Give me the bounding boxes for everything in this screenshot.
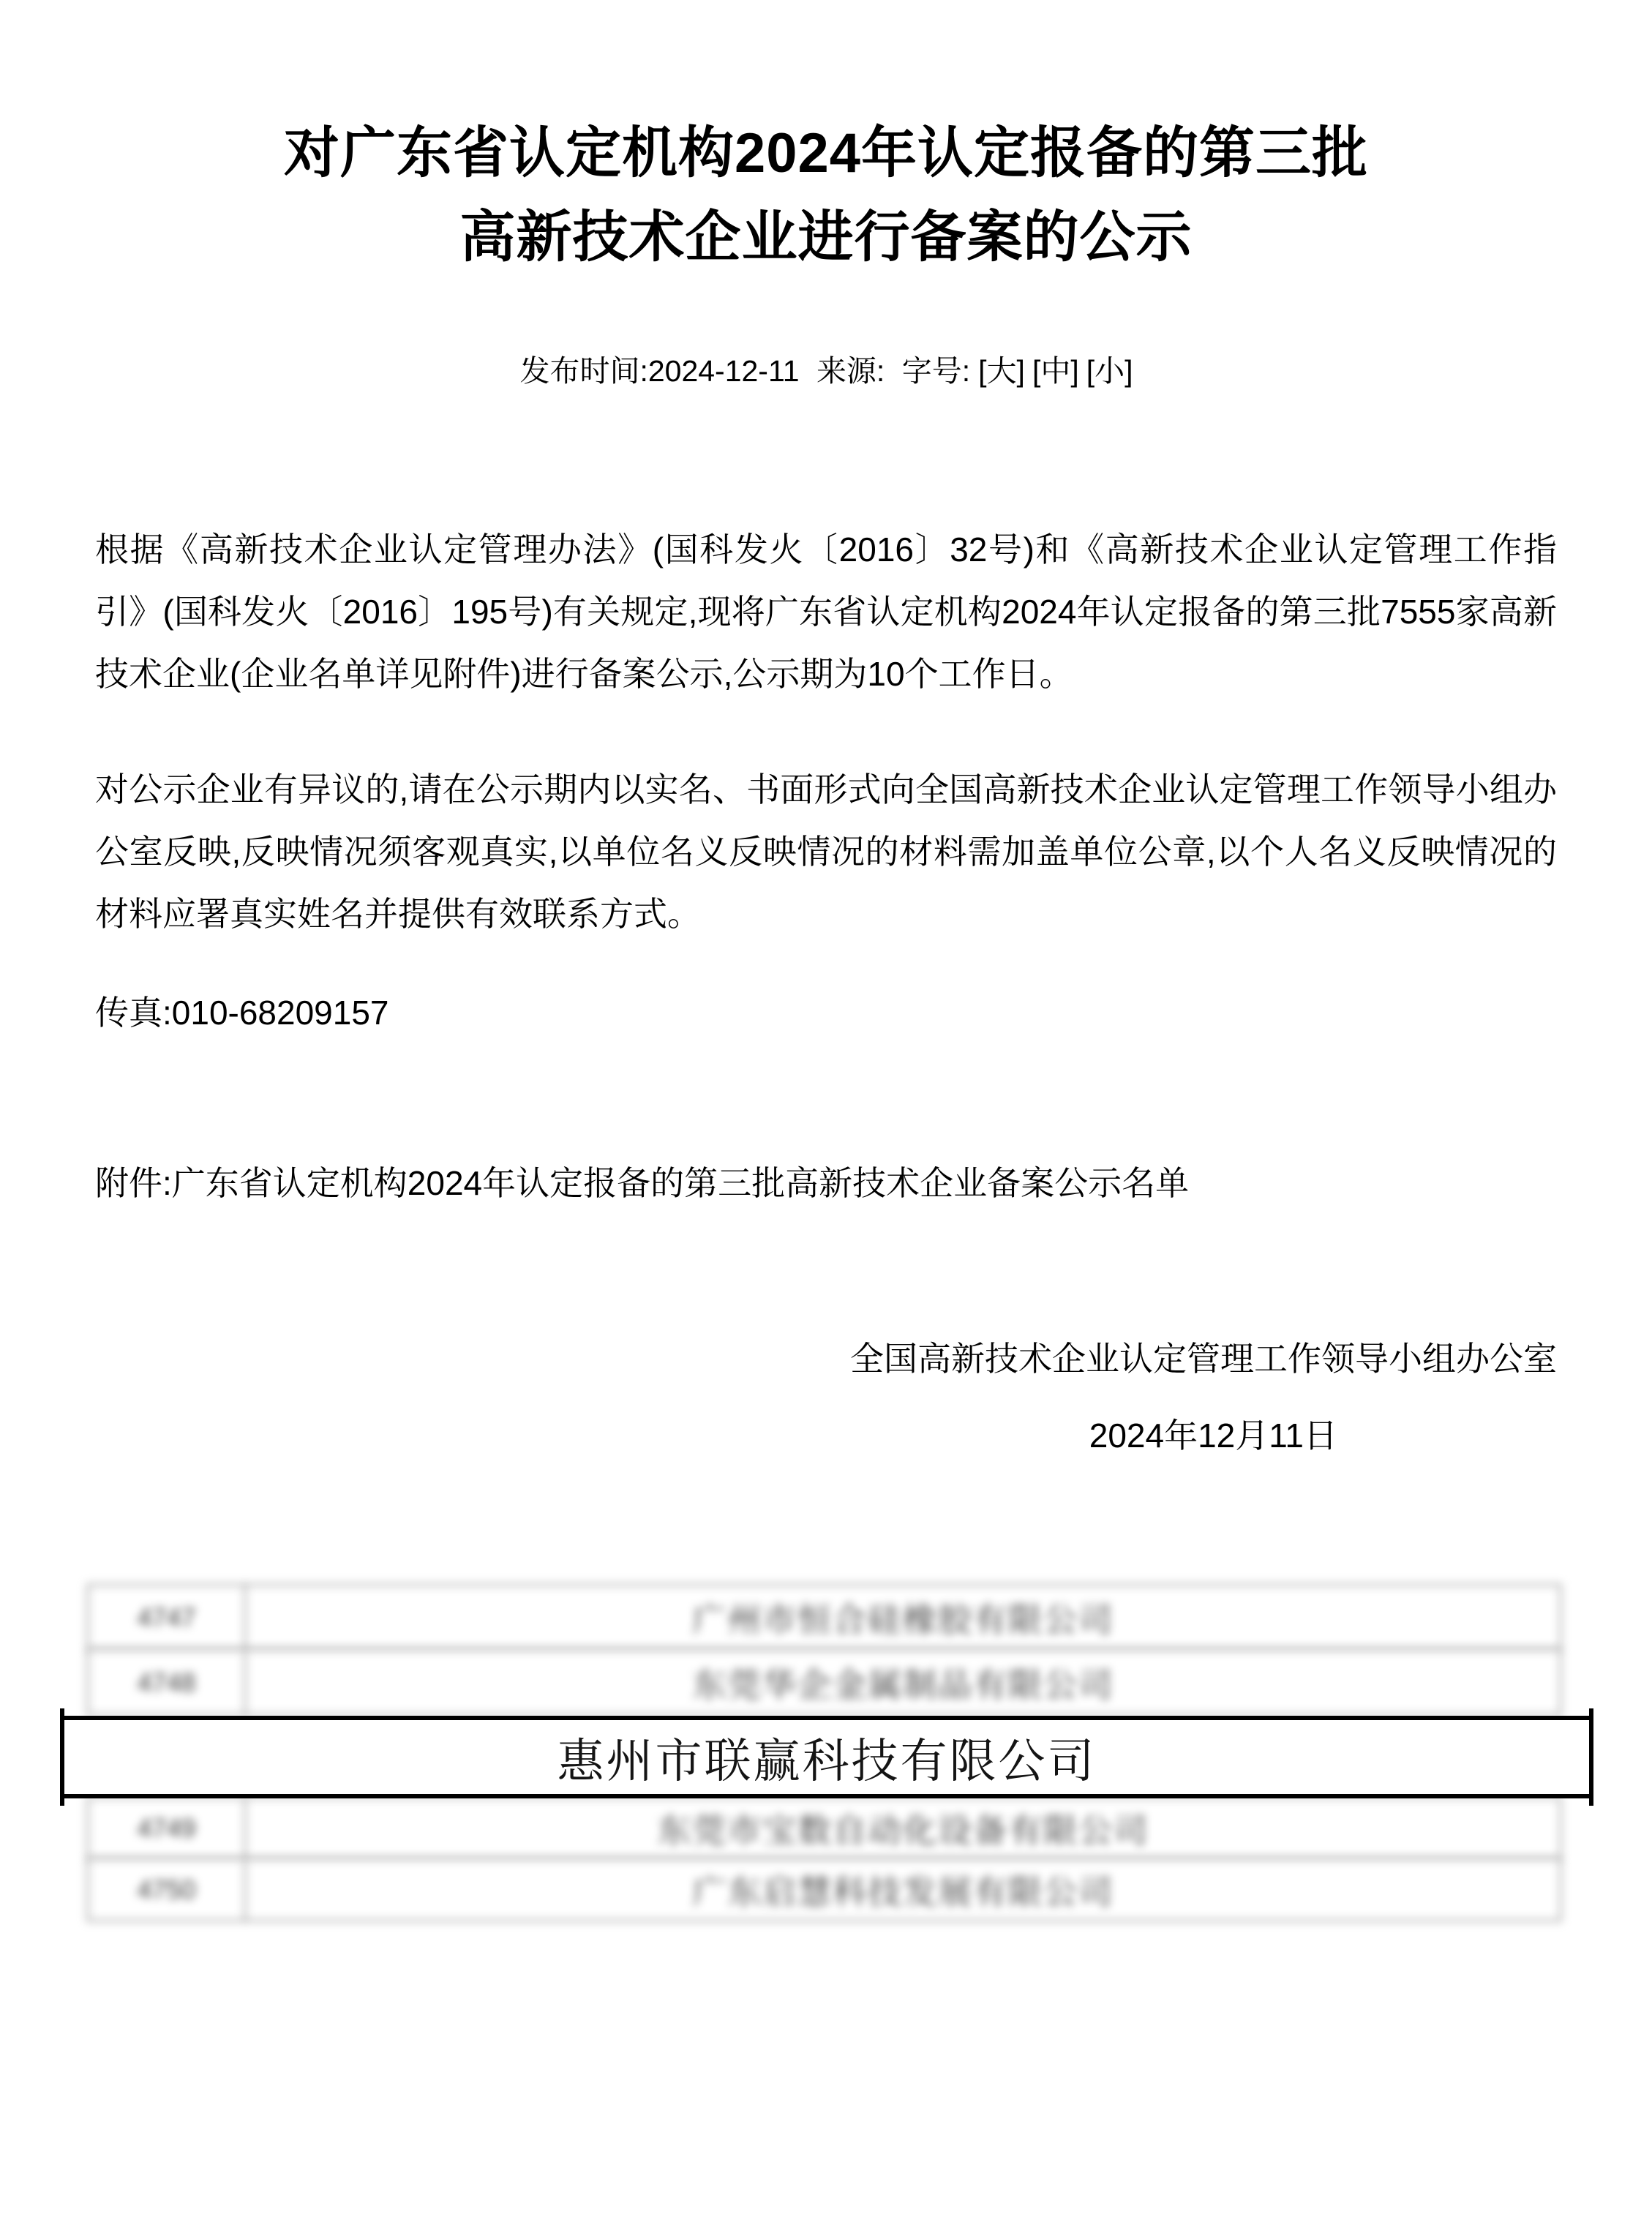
row-number-cell: 4750 <box>89 1860 246 1920</box>
meta-line <box>95 349 1557 393</box>
table-row-blurred <box>87 1649 1561 1716</box>
body-paragraph-2: 对公示企业有异议的,请在公示期内以实名、书面形式向全国高新技术企业认定管理工作领导小组办公室反映,反映情况须客观真实,以单位名义反映情况的材料需加盖单位公章,以个人名义反映情况的材料应署真实姓名并提供有效联系方式。 <box>95 770 1557 933</box>
highlighted-company-name: 惠州市联赢科技有限公司 <box>557 1735 1097 1787</box>
signature-office: 全国高新技术企业认定管理工作领导小组办公室 <box>850 1340 1557 1378</box>
source-label: 来源: <box>816 354 885 388</box>
fontsize-label: 字号: <box>901 354 971 388</box>
row-number-cell: 4748 <box>89 1651 246 1714</box>
fontsize-medium-button[interactable]: [中] <box>1032 354 1079 388</box>
company-name-cell: 广州市恒合硅橡胶有限公司 <box>692 1600 1114 1639</box>
row-number-cell: 4749 <box>89 1798 246 1858</box>
table-row-blurred <box>87 1584 1561 1651</box>
company-name-cell: 东莞市宝数自动化设备有限公司 <box>657 1812 1149 1850</box>
announcement-document <box>0 111 1652 1921</box>
row-number-cell: 4747 <box>89 1586 246 1649</box>
table-row-blurred <box>87 1858 1561 1921</box>
highlighted-company-row <box>60 1716 1593 1798</box>
company-name-cell: 广东启慧科技发展有限公司 <box>692 1873 1114 1911</box>
fontsize-large-button[interactable]: [大] <box>978 354 1025 388</box>
company-name-cell: 东莞华企金属制品有限公司 <box>692 1665 1114 1704</box>
page-title-line1: 对广东省认定机构2024年认定报备的第三批 <box>283 122 1369 184</box>
table-row-blurred <box>87 1797 1561 1860</box>
fontsize-small-button[interactable]: [小] <box>1086 354 1133 388</box>
page-title <box>95 111 1557 279</box>
body-paragraph-1: 根据《高新技术企业认定管理办法》(国科发火〔2016〕32号)和《高新技术企业认定管理工作指引》(国科发火〔2016〕195号)有关规定,现将广东省认定机构2024年认定报备的第三批7555家高新技术企业(企业名单详见附件)进行备案公示,公示期为10个工作日。 <box>95 530 1557 693</box>
signature-date: 2024年12月11日 <box>1089 1416 1337 1455</box>
fax-line: 传真:010-68209157 <box>95 994 389 1032</box>
page-title-line2: 高新技术企业进行备案的公示 <box>459 206 1193 269</box>
company-roster-table <box>87 1584 1561 1921</box>
attachment-line: 附件:广东省认定机构2024年认定报备的第三批高新技术企业备案公示名单 <box>95 1164 1190 1202</box>
publish-time: 发布时间:2024-12-11 <box>519 354 800 388</box>
